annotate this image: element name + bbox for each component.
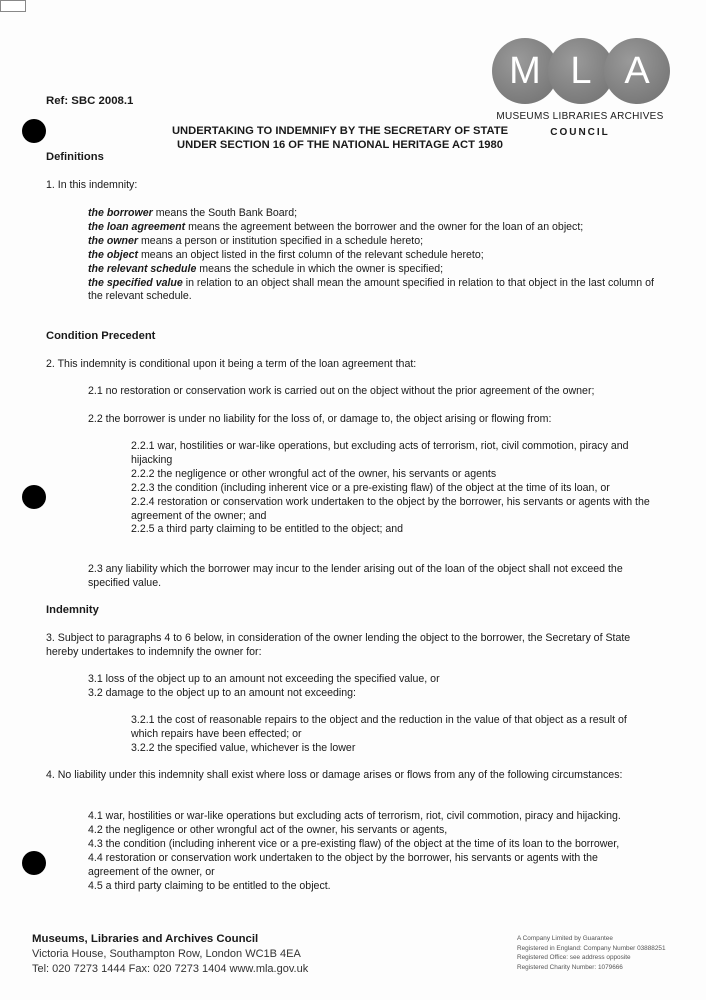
punch-hole-middle	[22, 485, 46, 509]
list-item: 2.2.3 the condition (including inherent vice or a pre-existing flaw) of the object at the time of its loan, or	[131, 481, 610, 494]
logo-line-1: MUSEUMS LIBRARIES ARCHIVES	[496, 111, 664, 122]
footer-phone-web: Tel: 020 7273 1444 Fax: 020 7273 1404 www.mla.gov.uk	[32, 963, 309, 975]
logo-line-2: COUNCIL	[550, 127, 610, 138]
mla-logo	[490, 38, 670, 138]
footer-address: Victoria House, Southampton Row, London WC1B 4EA	[32, 948, 301, 960]
list-item: 3.2.1 the cost of reasonable repairs to the object and the reduction in the value of that object as a result of which repairs have been effected; or	[131, 714, 627, 740]
footer-reg-line: A Company Limited by Guarantee	[517, 935, 613, 942]
definition-item: the loan agreement means the agreement between the borrower and the owner for the loan of an object;	[88, 220, 584, 233]
paragraph-3-2-list	[131, 714, 651, 756]
list-item: 4.1 war, hostilities or war-like operations but excluding acts of terrorism, riot, civil commotion, piracy and hijacking.	[88, 810, 621, 822]
paragraph-4: 4. No liability under this indemnity shall exist where loss or damage arises or flows from any of the following circumstances:	[46, 769, 623, 781]
indemnity-heading: Indemnity	[46, 604, 99, 616]
footer-reg-line: Registered Charity Number: 1079666	[517, 963, 623, 971]
list-item: 2.2.2 the negligence or other wrongful act of the owner, his servants or agents	[131, 467, 497, 480]
definitions-heading: Definitions	[46, 151, 104, 163]
paragraph-2-2: 2.2 the borrower is under no liability for the loss of, or damage to, the object arising or flowing from:	[88, 413, 552, 425]
list-item: 3.2.2 the specified value, whichever is the lower	[131, 741, 356, 754]
footer-registration	[517, 934, 702, 972]
punch-hole-top	[22, 119, 46, 143]
list-item: 4.3 the condition (including inherent vice or a pre-existing flaw) of the object at the time of its loan to the borrower,	[88, 837, 620, 850]
document-title	[140, 124, 540, 152]
definition-item: the borrower means the South Bank Board;	[88, 207, 298, 219]
definition-item: the relevant schedule means the schedule in which the owner is specified;	[88, 262, 444, 275]
logo-letter-l: L	[548, 38, 614, 104]
scan-marker	[0, 0, 26, 12]
definition-item: the owner means a person or institution specified in a schedule hereto;	[88, 234, 424, 247]
reference-number: Ref: SBC 2008.1	[46, 95, 134, 107]
list-item: 2.2.4 restoration or conservation work undertaken to the object by the borrower, his servants or agents with the agreement of the owner; and	[131, 495, 650, 522]
logo-letter-m: M	[492, 38, 558, 104]
footer-reg-line: Registered in England: Company Number 03888251	[517, 944, 666, 952]
list-item: 4.2 the negligence or other wrongful act of the owner, his servants or agents,	[88, 823, 448, 836]
condition-heading: Condition Precedent	[46, 330, 156, 342]
footer-reg-line: Registered Office: see address opposite	[517, 954, 631, 962]
title-line-1: UNDERTAKING TO INDEMNIFY BY THE SECRETARY OF STATE	[171, 125, 509, 137]
definitions-intro: 1. In this indemnity:	[46, 179, 138, 191]
paragraph-4-list	[88, 810, 648, 893]
list-item: 2.2.1 war, hostilities or war-like operations, but excluding acts of terrorism, riot, civil commotion, piracy and hijacking	[131, 440, 629, 466]
list-item: 4.5 a third party claiming to be entitled to the object.	[88, 879, 331, 892]
list-item: 2.2.5 a third party claiming to be entitled to the object; and	[131, 523, 404, 536]
paragraph-3-2: 3.2 damage to the object up to an amount not exceeding:	[88, 687, 356, 699]
logo-letter-a: A	[604, 38, 670, 104]
paragraph-2-3: 2.3 any liability which the borrower may incur to the lender arising out of the loan of the object shall not exceed the specified value.	[88, 563, 623, 589]
paragraph-3: 3. Subject to paragraphs 4 to 6 below, in consideration of the owner lending the object to the borrower, the Secretary of State hereby undertakes to indemnify the owner for:	[46, 632, 631, 658]
definition-item: the specified value in relation to an object shall mean the amount specified in relation to that object in the last column of the relevant schedule.	[88, 276, 654, 303]
paragraph-2-1: 2.1 no restoration or conservation work is carried out on the object without the prior agreement of the owner;	[88, 385, 595, 397]
paragraph-3-1: 3.1 loss of the object up to an amount not exceeding the specified value, or	[88, 673, 440, 685]
definition-item: the object means an object listed in the first column of the relevant schedule hereto;	[88, 248, 484, 261]
punch-hole-bottom	[22, 851, 46, 875]
paragraph-2: 2. This indemnity is conditional upon it being a term of the loan agreement that:	[46, 358, 417, 370]
footer-org-name: Museums, Libraries and Archives Council	[32, 933, 259, 945]
paragraph-2-2-list	[131, 440, 651, 537]
title-line-2: UNDER SECTION 16 OF THE NATIONAL HERITAGE ACT 1980	[177, 139, 503, 151]
list-item: 4.4 restoration or conservation work undertaken to the object by the borrower, his servants or agents with the agreement of the owner, or	[88, 851, 598, 878]
definitions-list	[88, 207, 658, 304]
footer-contact	[32, 932, 372, 977]
